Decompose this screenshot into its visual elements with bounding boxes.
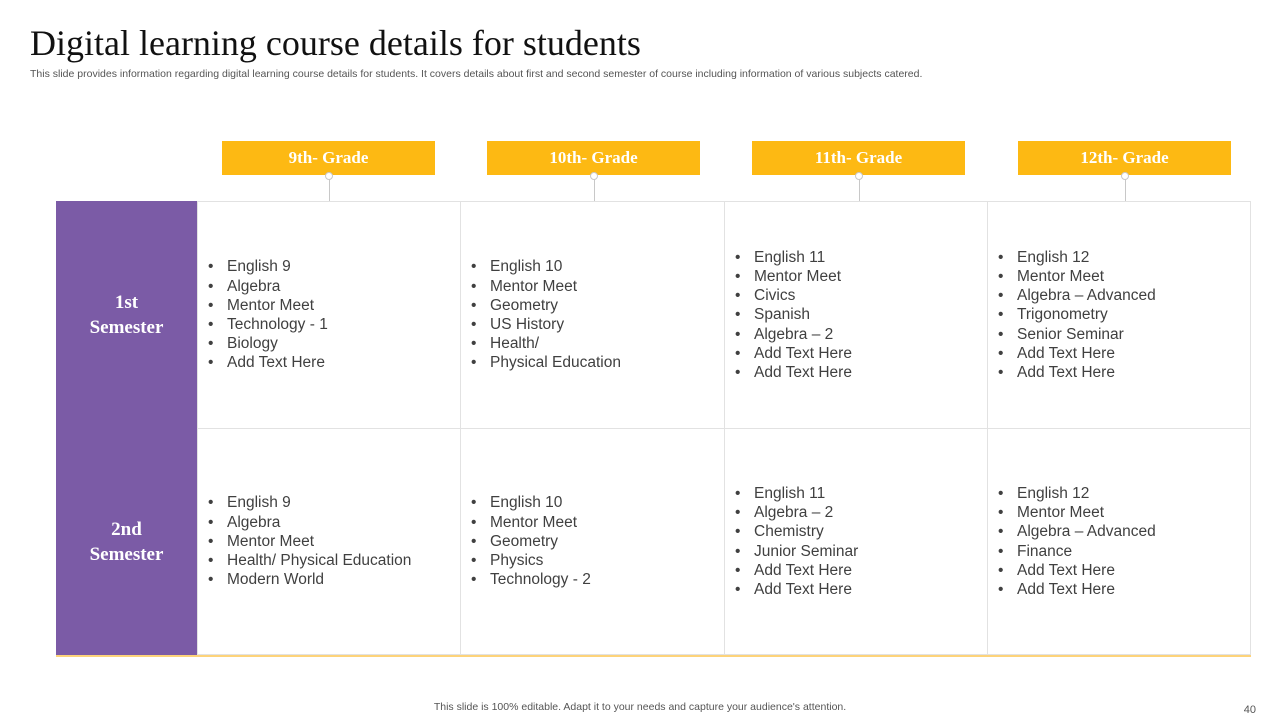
subject-list [461, 493, 591, 589]
subject-item: • Mentor Meet [208, 296, 328, 315]
subject-item: • Mentor Meet [471, 277, 621, 296]
connector-dot-icon [325, 172, 333, 180]
subject-item: • English 11 [735, 248, 852, 267]
subject-item: • Add Text Here [998, 561, 1156, 580]
subject-item: • Add Text Here [998, 363, 1156, 382]
subject-list [725, 484, 858, 599]
subject-item: • Health/ [471, 334, 621, 353]
grade-header-12: 12th- Grade [1018, 141, 1231, 175]
course-cell-2nd-11th [724, 428, 988, 655]
subject-item: • Add Text Here [735, 344, 852, 363]
subject-item: • Algebra [208, 277, 328, 296]
subject-item: • Physics [471, 551, 591, 570]
subject-item: • Spanish [735, 305, 852, 324]
subject-item: • English 12 [998, 248, 1156, 267]
connector-dot-icon [1121, 172, 1129, 180]
subject-item: • English 10 [471, 257, 621, 276]
semester-label-1st [56, 201, 197, 428]
slide-title: Digital learning course details for students [30, 23, 641, 63]
subject-item: • Mentor Meet [735, 267, 852, 286]
semester-label-line: Semester [89, 543, 164, 565]
subject-item: • Add Text Here [208, 353, 328, 372]
subject-item: • English 9 [208, 257, 328, 276]
subject-list [725, 248, 852, 382]
connector-dot-icon [855, 172, 863, 180]
subject-item: • Algebra – Advanced [998, 522, 1156, 541]
connector-dot-icon [590, 172, 598, 180]
subject-item: • Add Text Here [735, 561, 858, 580]
course-cell-2nd-10th [460, 428, 725, 655]
subject-item: • English 10 [471, 493, 591, 512]
subject-item: • Algebra – 2 [735, 325, 852, 344]
subject-item: • Modern World [208, 570, 411, 589]
course-table [56, 201, 1251, 657]
subject-list [198, 493, 411, 589]
grade-header-9: 9th- Grade [222, 141, 435, 175]
subject-item: • Algebra [208, 513, 411, 532]
grade-header-11: 11th- Grade [752, 141, 965, 175]
subject-item: • Mentor Meet [208, 532, 411, 551]
course-cell-1st-10th [460, 201, 725, 429]
subject-item: • Senior Seminar [998, 325, 1156, 344]
subject-item: • Finance [998, 542, 1156, 561]
semester-label-line: 2nd [111, 518, 142, 540]
subject-item: • Technology - 2 [471, 570, 591, 589]
course-cell-1st-12th [987, 201, 1251, 429]
course-cell-1st-11th [724, 201, 988, 429]
slide-footer-note: This slide is 100% editable. Adapt it to your needs and capture your audience's attention. [433, 701, 847, 713]
semester-label-2nd [56, 428, 197, 655]
slide-subtitle: This slide provides information regarding digital learning course details for students. It covers details about first and second semester of course including information of various subjects catered. [30, 68, 923, 80]
subject-item: • Algebra – Advanced [998, 286, 1156, 305]
subject-item: • Geometry [471, 532, 591, 551]
subject-item: • Mentor Meet [998, 503, 1156, 522]
subject-item: • Add Text Here [735, 580, 858, 599]
grade-header-10: 10th- Grade [487, 141, 700, 175]
subject-list [461, 257, 621, 372]
subject-item: • Geometry [471, 296, 621, 315]
subject-item: • Add Text Here [998, 344, 1156, 363]
subject-item: • English 12 [998, 484, 1156, 503]
subject-item: • English 9 [208, 493, 411, 512]
subject-item: • Physical Education [471, 353, 621, 372]
subject-item: • Add Text Here [735, 363, 852, 382]
semester-label-line: Semester [89, 316, 164, 338]
subject-item: • Algebra – 2 [735, 503, 858, 522]
subject-list [198, 257, 328, 372]
subject-item: • US History [471, 315, 621, 334]
course-cell-1st-9th [197, 201, 461, 429]
subject-item: • Civics [735, 286, 852, 305]
subject-item: • Biology [208, 334, 328, 353]
subject-item: • Chemistry [735, 522, 858, 541]
subject-item: • Add Text Here [998, 580, 1156, 599]
subject-item: • Mentor Meet [998, 267, 1156, 286]
subject-list [988, 484, 1156, 599]
subject-item: • English 11 [735, 484, 858, 503]
subject-item: • Trigonometry [998, 305, 1156, 324]
subject-item: • Technology - 1 [208, 315, 328, 334]
course-cell-2nd-9th [197, 428, 461, 655]
course-cell-2nd-12th [987, 428, 1251, 655]
page-number: 40 [1243, 704, 1256, 716]
subject-item: • Health/ Physical Education [208, 551, 411, 570]
semester-label-line: 1st [114, 291, 139, 313]
subject-item: • Junior Seminar [735, 542, 858, 561]
subject-item: • Mentor Meet [471, 513, 591, 532]
subject-list [988, 248, 1156, 382]
